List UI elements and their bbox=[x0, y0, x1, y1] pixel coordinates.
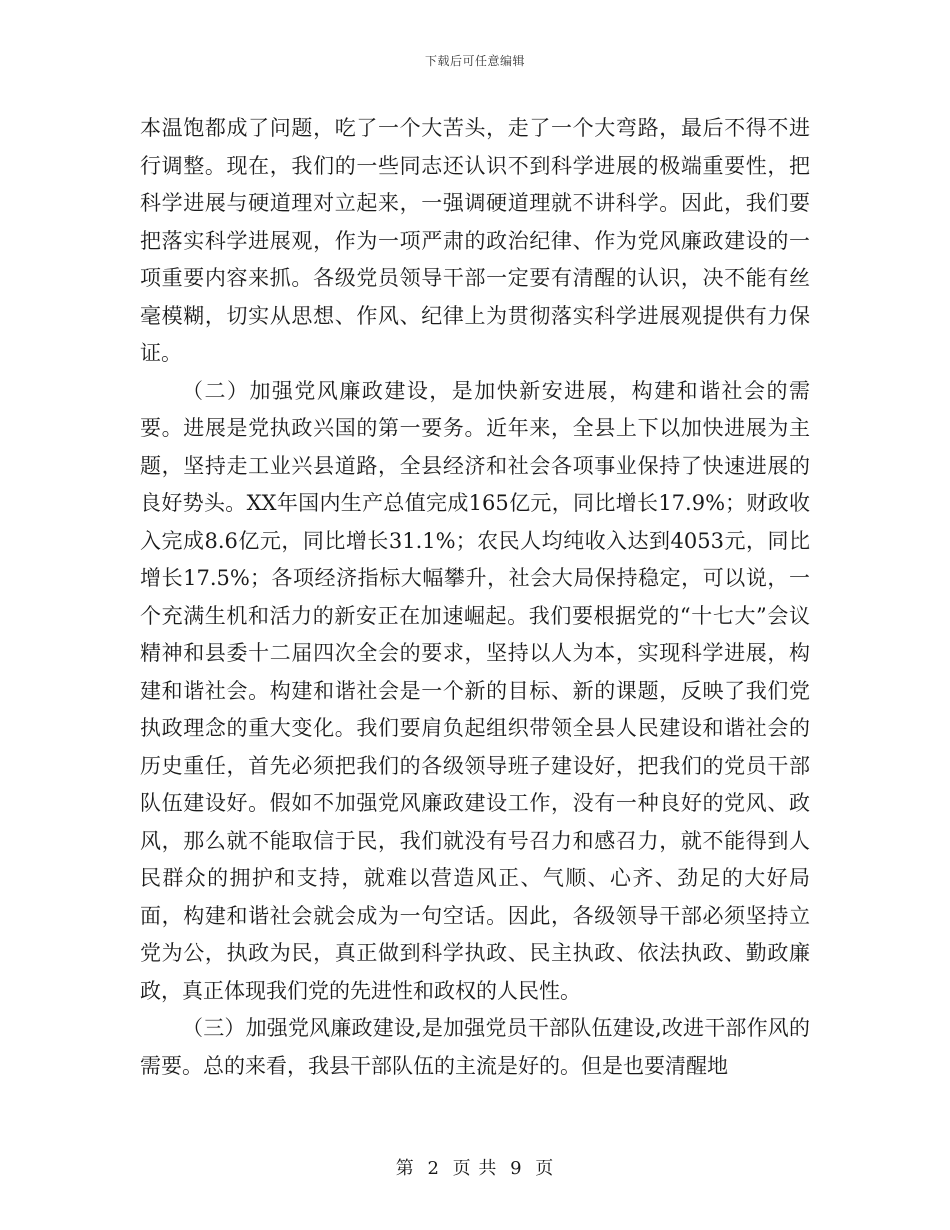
document-body bbox=[140, 110, 810, 1085]
paragraph-section-two: （二）加强党风廉政建设，是加快新安进展，构建和谐社会的需要。进展是党执政兴国的第一要务。近年来，全县上下以加快进展为主题，坚持走工业兴县道路，全县经济和社会各项事业保持了快速进展的良好势头。XX年国内生产总值完成165亿元，同比增长17.9%；财政收入完成8.6亿元，同比增长31.1%；农民人均纯收入达到4053元，同比增长17.5%；各项经济指标大幅攀升，社会大局保持稳定，可以说，一个充满生机和活力的新安正在加速崛起。我们要根据党的“十七大”会议精神和县委十二届四次全会的要求，坚持以人为本，实现科学进展，构建和谐社会。构建和谐社会是一个新的目标、新的课题，反映了我们党执政理念的重大变化。我们要肩负起组织带领全县人民建设和谐社会的历史重任，首先必须把我们的各级领导班子建设好，把我们的党员干部队伍建设好。假如不加强党风廉政建设工作，没有一种良好的党风、政风，那么就不能取信于民，我们就没有号召力和感召力，就不能得到人民群众的拥护和支持，就难以营造风正、气顺、心齐、劲足的大好局面，构建和谐社会就会成为一句空话。因此，各级领导干部必须坚持立党为公，执政为民，真正做到科学执政、民主执政、依法执政、勤政廉政，真正体现我们党的先进性和政权的人民性。 bbox=[140, 378, 810, 1003]
page-footer bbox=[0, 1154, 950, 1180]
footer-suffix: 页 bbox=[535, 1158, 555, 1179]
footer-total-pages: 9 bbox=[510, 1158, 523, 1179]
paragraph-continued: 本温饱都成了问题，吃了一个大苦头，走了一个大弯路，最后不得不进行调整。现在，我们的一些同志还认识不到科学进展的极端重要性，把科学进展与硬道理对立起来，一强调硬道理就不讲科学。因此，我们要把落实科学进展观，作为一项严肃的政治纪律、作为党风廉政建设的一项重要内容来抓。各级党员领导干部一定要有清醒的认识，决不能有丝毫模糊，切实从思想、作风、纪律上为贯彻落实科学进展观提供有力保证。 bbox=[140, 116, 810, 365]
footer-prefix: 第 bbox=[395, 1158, 415, 1179]
header-note: 下载后可任意编辑 bbox=[424, 54, 525, 68]
footer-middle: 页 共 bbox=[452, 1158, 498, 1179]
footer-current-page: 2 bbox=[427, 1158, 440, 1179]
paragraph-section-three: （三）加强党风廉政建设,是加强党员干部队伍建设,改进干部作风的需要。总的来看，我县干部队伍的主流是好的。但是也要清醒地 bbox=[140, 1016, 810, 1078]
